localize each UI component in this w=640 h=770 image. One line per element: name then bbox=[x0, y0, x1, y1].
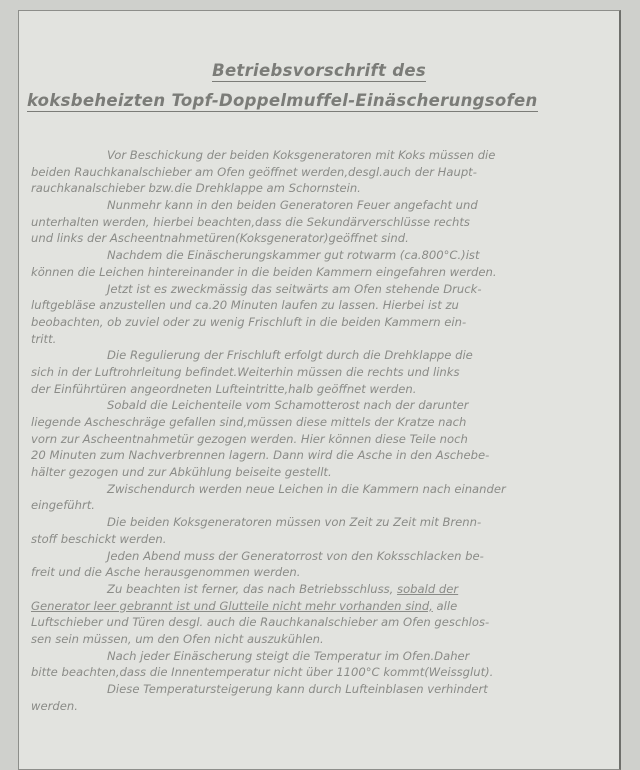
text-line: Jeden Abend muss der Generatorrost von den Koksschlacken be- bbox=[107, 548, 484, 563]
text-line: können die Leichen hintereinander in die beiden Kammern eingefahren werden. bbox=[31, 264, 497, 279]
text-line: Die beiden Koksgeneratoren müssen von Zeit zu Zeit mit Brenn- bbox=[107, 515, 482, 530]
text-line: hälter gezogen und zur Abkühlung beiseite gestellt. bbox=[31, 465, 332, 480]
text-line: liegende Ascheschräge gefallen sind,müssen diese mittels der Kratze nach bbox=[31, 415, 467, 429]
text-line: sich in der Luftrohrleitung befindet.Weiterhin müssen die rechts und links bbox=[31, 364, 460, 379]
text-line: Jetzt ist es zweckmässig das seitwärts am Ofen stehende Druck- bbox=[107, 281, 482, 296]
text-line: Generator leer gebrannt ist und Glutteile nicht mehr vorhanden sind, alle bbox=[31, 598, 458, 613]
text-line: freit und die Asche herausgenommen werden. bbox=[31, 565, 301, 580]
text-line: luftgebläse anzustellen und ca.20 Minuten laufen zu lassen. Hierbei ist zu bbox=[31, 298, 459, 313]
text-line: Diese Temperatursteigerung kann durch Lufteinblasen verhindert bbox=[107, 682, 488, 696]
text-line: werden. bbox=[31, 698, 78, 713]
text-line: 20 Minuten zum Nachverbrennen lagern. Dann wird die Asche in den Aschebe- bbox=[31, 448, 490, 463]
text-line: Zu beachten ist ferner, das nach Betriebsschluss, sobald der bbox=[107, 581, 459, 596]
text-line: eingeführt. bbox=[31, 498, 95, 513]
title-line-2: koksbeheizten Topf-Doppelmuffel-Einäscherungsofen bbox=[27, 91, 538, 110]
text-line: beiden Rauchkanalschieber am Ofen geöffnet werden,desgl.auch der Haupt- bbox=[31, 164, 477, 179]
text-line: der Einführtüren angeordneten Lufteintritte,halb geöffnet werden. bbox=[31, 381, 417, 396]
text-line: unterhalten werden, hierbei beachten,dass die Sekundärverschlüsse rechts bbox=[31, 214, 470, 229]
text-line: Die Regulierung der Frischluft erfolgt durch die Drehklappe die bbox=[107, 348, 473, 363]
text-line: bitte beachten,dass die Innentemperatur nicht über 1100°C kommt(Weissglut). bbox=[31, 665, 494, 680]
text-line: Nunmehr kann in den beiden Generatoren Feuer angefacht und bbox=[107, 198, 478, 213]
text-line: und links der Ascheentnahmetüren(Koksgenerator)geöffnet sind. bbox=[31, 231, 409, 246]
text-line: Nachdem die Einäscherungskammer gut rotwarm (ca.800°C.)ist bbox=[107, 248, 480, 263]
text-line: Sobald die Leichenteile vom Schamotterost nach der darunter bbox=[107, 398, 469, 413]
text-line: Luftschieber und Türen desgl. auch die Rauchkanalschieber am Ofen geschlos- bbox=[31, 615, 490, 630]
text-line: vorn zur Ascheentnahmetür gezogen werden. Hier können diese Teile noch bbox=[31, 431, 468, 446]
text-line: tritt. bbox=[31, 331, 57, 346]
document-body bbox=[31, 147, 597, 714]
text-line: Zwischendurch werden neue Leichen in die Kammern nach einander bbox=[107, 481, 506, 496]
text-line: Vor Beschickung der beiden Koksgeneratoren mit Koks müssen die bbox=[107, 148, 496, 162]
document-page bbox=[18, 10, 621, 770]
text-line: Nach jeder Einäscherung steigt die Temperatur im Ofen.Daher bbox=[107, 648, 470, 663]
text-line: beobachten, ob zuviel oder zu wenig Frischluft in die beiden Kammern ein- bbox=[31, 314, 467, 329]
text-line: rauchkanalschieber bzw.die Drehklappe am Schornstein. bbox=[31, 181, 361, 196]
title-line-1: Betriebsvorschrift des bbox=[212, 61, 426, 80]
text-line: stoff beschickt werden. bbox=[31, 531, 167, 546]
text-line: sen sein müssen, um den Ofen nicht auszukühlen. bbox=[31, 631, 324, 646]
